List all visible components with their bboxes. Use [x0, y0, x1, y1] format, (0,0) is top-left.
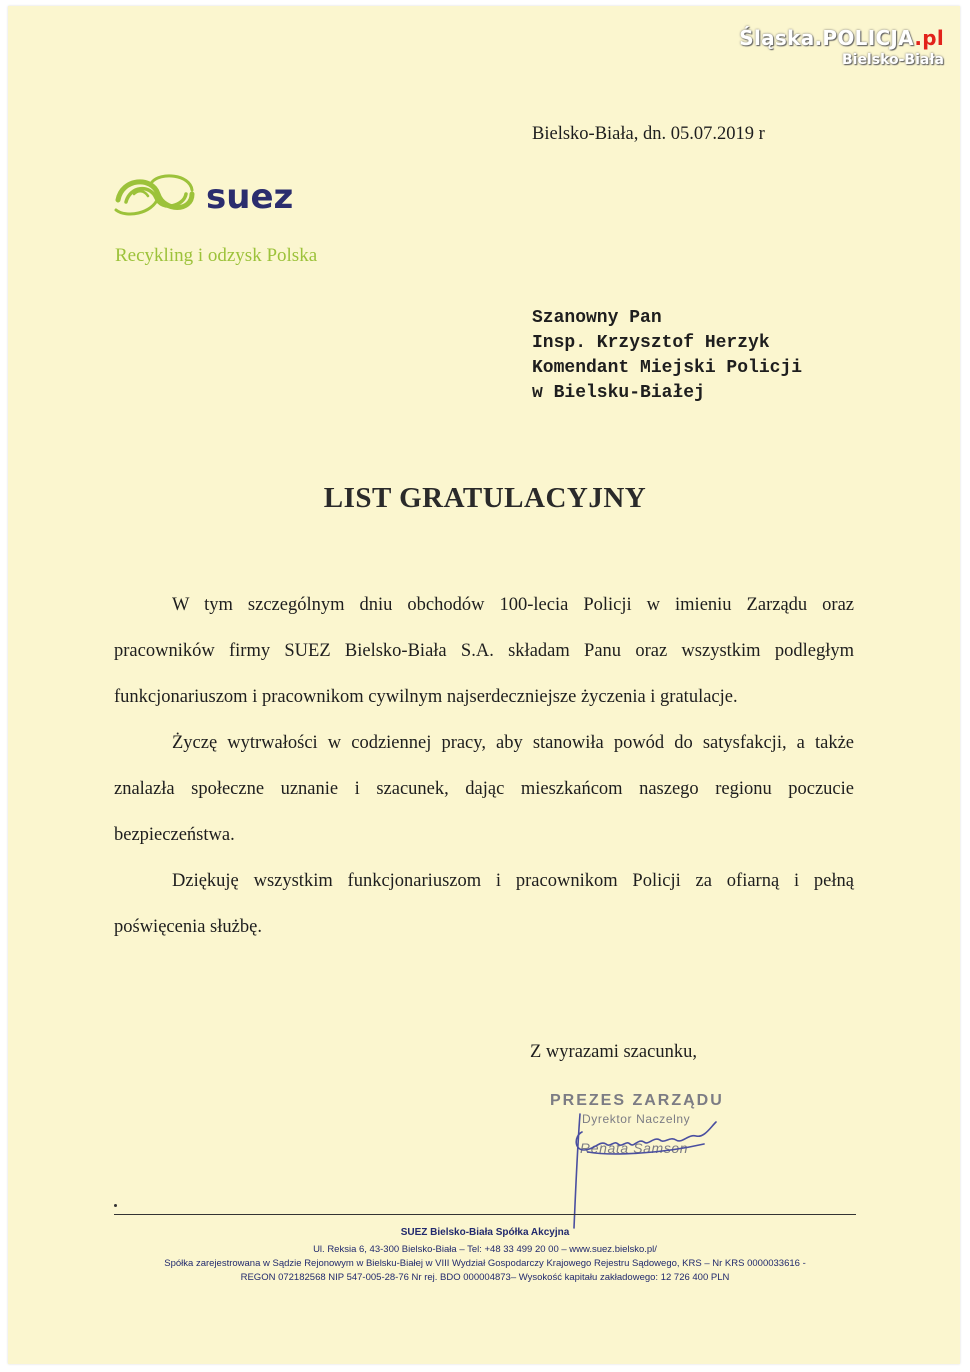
footer-company: SUEZ Bielsko-Biała Spółka Akcyjna — [400, 1227, 570, 1238]
suez-wordmark: suez — [206, 177, 294, 217]
watermark — [739, 26, 944, 68]
paragraph-2: Życzę wytrwałości w codziennej pracy, aby stanowiła powód do satysfakcji, a także znalazła społeczne uznanie i szacunek, dając mieszkańcom naszego regionu poczucie bezpieczeństwa. — [114, 733, 854, 845]
company-tagline: Recykling i odzysk Polska — [115, 245, 318, 266]
stamp-name: Renata Samson — [580, 1140, 689, 1156]
handwritten-signature — [570, 1110, 730, 1234]
stamp-role: Dyrektor Naczelny — [582, 1112, 691, 1126]
footer-registry: Spółka zarejestrowana w Sądzie Rejonowym w Bielsku-Białej w VIII Wydział Gospodarczy Krajowego Rejestru Sądowego, KRS – Nr KRS 0000033616 - — [164, 1258, 806, 1269]
watermark-unit: Bielsko-Biała — [841, 52, 944, 68]
letterhead-footer — [0, 1226, 970, 1285]
addressee-location: w Bielsku-Białej — [532, 383, 705, 403]
closing-line: Z wyrazami szacunku, — [530, 1042, 697, 1062]
addressee-salutation: Szanowny Pan — [532, 308, 662, 328]
paragraph-1: W tym szczególnym dniu obchodów 100-lecia Policji w imieniu Zarządu oraz pracowników firmy SUEZ Bielsko-Biała S.A. składam Panu oraz wszystkim podległym funkcjonariuszom i pracownikom cywilnym najserdeczniejsze życzenia i gratulacje. — [114, 595, 854, 707]
watermark-suffix: .pl — [914, 26, 944, 50]
paragraph-3: Dziękuję wszystkim funkcjonariuszom i pracownikom Policji za ofiarną i pełną poświęcenia służbę. — [114, 871, 854, 937]
suez-wave-icon — [116, 176, 192, 214]
footer-address: Ul. Reksia 6, 43-300 Bielsko-Biała – Tel: +48 33 499 20 00 – www.suez.bielsko.pl/ — [313, 1244, 657, 1255]
watermark-site: Śląska.POLICJA — [739, 26, 915, 50]
suez-logo — [112, 170, 332, 222]
footer-divider — [114, 1214, 856, 1215]
letter-body — [114, 582, 854, 950]
date-line: Bielsko-Biała, dn. 05.07.2019 r — [532, 124, 765, 144]
stamp-title: PREZES ZARZĄDU — [550, 1092, 724, 1109]
addressee-position: Komendant Miejski Policji — [532, 358, 803, 378]
addressee-name: Insp. Krzysztof Herzyk — [532, 333, 770, 353]
page-dot — [114, 1204, 117, 1207]
addressee-block — [532, 306, 802, 406]
letter-title: LIST GRATULACYJNY — [323, 482, 647, 514]
footer-ids: REGON 072182568 NIP 547-005-28-76 Nr rej. BDO 000004873– Wysokość kapitału zakładowego: 12 726 400 PLN — [240, 1272, 730, 1283]
